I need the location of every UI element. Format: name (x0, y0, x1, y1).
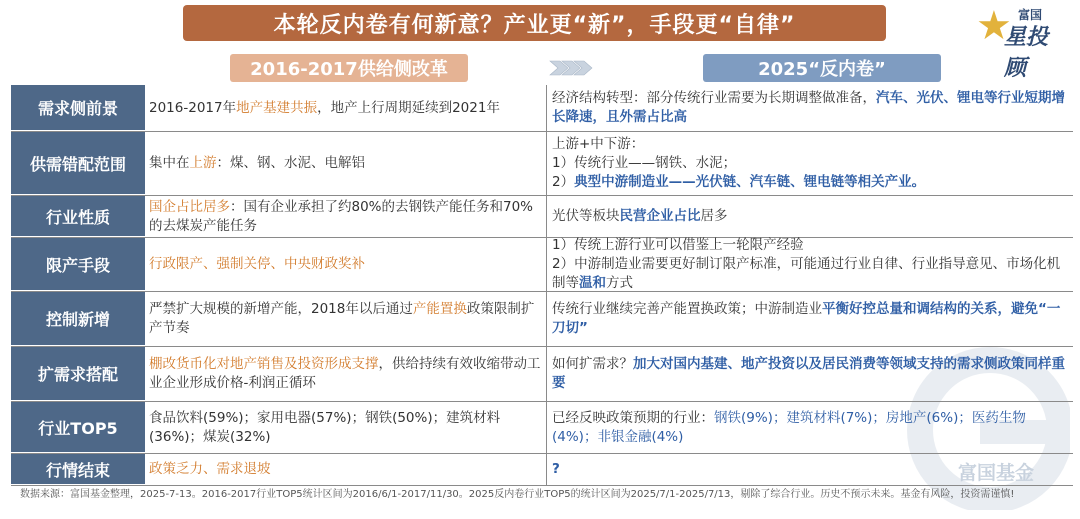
logo-main-text: 星投顾 (1004, 25, 1049, 81)
text-segment: ? (552, 461, 560, 477)
text-segment: 方式 (606, 275, 633, 291)
text-segment: 汽车、光伏、锂电等行业短期增长降速，且外需占比高 (552, 90, 1065, 125)
cell-line (149, 99, 544, 118)
text-segment: 居多 (700, 208, 728, 224)
cell-2016 (147, 238, 547, 291)
cell-2025 (549, 347, 1073, 401)
cell-line (149, 255, 544, 274)
cell-2016 (147, 292, 547, 346)
cell-2025 (549, 238, 1073, 291)
row-label: 需求侧前景 (11, 85, 145, 131)
cell-2025 (549, 454, 1073, 485)
cell-line (149, 460, 544, 479)
cell-line (552, 135, 1070, 154)
text-segment: 如何扩需求？ (552, 356, 633, 372)
cell-2025 (549, 402, 1073, 453)
row-label: 行业性质 (11, 196, 145, 237)
text-segment: 光伏等板块 (552, 208, 620, 224)
text-segment: 地产基建共振 (236, 99, 318, 116)
page-title: 本轮反内卷有何新意？产业更“新”，手段更“自律” (183, 5, 886, 41)
cell-line (149, 198, 544, 236)
cell-2025 (549, 196, 1073, 237)
text-segment: 2）中游制造业需要更好制订限产标准，可能通过行业自律、行业指导意见、市场化机制等 (552, 256, 1061, 291)
watermark-text: 富国基金 (958, 462, 1035, 484)
text-segment: ，供给持续有效收缩带动工业企业形成价格-利润正循环 (149, 356, 541, 391)
cell-2016 (147, 196, 547, 237)
cell-2025 (549, 292, 1073, 346)
text-segment: 经济结构转型：部分传统行业需要为长期调整做准备， (552, 90, 876, 106)
text-segment: 已经反映政策预期的行业： (552, 409, 714, 426)
text-segment: ，地产上行周期延续到2021年 (317, 99, 500, 116)
text-segment: 典型中游制造业——光伏链、汽车链、锂电链等相关产业。 (574, 174, 926, 190)
cell-2016 (147, 347, 547, 401)
text-segment: 平衡好控总量和调结构的关系，避免“一刀切” (552, 301, 1061, 336)
cell-line (552, 355, 1070, 393)
table-row (11, 292, 1073, 347)
table-row (11, 402, 1073, 454)
brand-logo (976, 3, 1068, 81)
column-header-2016: 2016-2017供给侧改革 (230, 54, 468, 82)
text-segment: ：煤、钢、水泥、电解铝 (216, 155, 365, 171)
row-label: 控制新增 (11, 292, 145, 346)
text-segment: 国企占比居多 (149, 198, 230, 215)
cell-line (552, 409, 1070, 447)
table-row (11, 347, 1073, 402)
text-segment: 上游+中下游： (552, 136, 645, 152)
row-label: 限产手段 (11, 238, 145, 291)
text-segment: 2016-2017年 (149, 99, 237, 116)
table-row (11, 132, 1073, 196)
text-segment: 政策限制扩产节奏 (149, 301, 535, 336)
text-segment: 政策乏力、需求退坡 (149, 461, 271, 477)
text-segment: 2） (552, 174, 575, 190)
star-icon: ★ (976, 3, 1012, 49)
table-row (11, 196, 1073, 238)
cell-line (552, 255, 1070, 293)
text-segment: 行政限产、强制关停、中央财政奖补 (149, 256, 365, 272)
cell-2016 (147, 132, 547, 195)
text-segment: 上游 (189, 155, 217, 171)
text-segment: 1）传统行业——钢铁、水泥； (552, 155, 737, 171)
row-label: 扩需求搭配 (11, 347, 145, 401)
cell-2025 (549, 132, 1073, 195)
table-row (11, 238, 1073, 292)
cell-line (149, 154, 544, 173)
table-row (11, 454, 1073, 486)
cell-line (552, 460, 1070, 479)
cell-2016 (147, 402, 547, 453)
logo-top-text: 富国 (1018, 8, 1043, 22)
text-segment: 集中在 (149, 155, 190, 171)
text-segment: 加大对国内基建、地产投资以及居民消费等领域支持的需求侧政策同样重要 (552, 356, 1065, 391)
cell-2016 (147, 85, 547, 131)
cell-line (552, 173, 1070, 192)
cell-line (149, 300, 544, 338)
text-segment: ：国有企业承担了约80%的去钢铁产能任务和70%的去煤炭产能任务 (149, 198, 534, 234)
footnote: 数据来源：富国基金整理，2025-7-13。2016-2017行业TOP5统计区间为2016/6/1-2017/11/30。2025反内卷行业TOP5的统计区间为2025/7/1-2025/7/13，剔除了综合行业。历史不预示未来。基金有风险，投资需谨慎! (20, 489, 1015, 500)
text-segment: 食品饮料(59%)；家用电器(57%)；钢铁(50%)；建筑材料(36%)；煤炭(32%) (149, 409, 501, 445)
cell-line (552, 207, 1070, 226)
table-row (11, 85, 1073, 132)
text-segment: 棚改货币化对地产销售及投资形成支撑 (149, 356, 379, 372)
column-header-2025: 2025“反内卷” (703, 54, 941, 82)
cell-line (552, 89, 1070, 127)
text-segment: 温和 (579, 275, 606, 291)
row-label: 行情结束 (11, 454, 145, 485)
cell-2016 (147, 454, 547, 485)
text-segment: 钢铁(9%)；建筑材料(7%)；房地产(6%)；医药生物(4%)；非银金融(4%) (552, 409, 1026, 445)
text-segment: 产能置换 (412, 301, 467, 317)
row-label: 供需错配范围 (11, 132, 145, 195)
text-segment: 传统行业继续完善产能置换政策；中游制造业 (552, 301, 822, 317)
cell-2025 (549, 85, 1073, 131)
text-segment: 严禁扩大规模的新增产能，2018年以后通过 (149, 301, 413, 317)
double-arrow-icon (548, 58, 600, 78)
cell-line (552, 236, 1070, 255)
row-label: 行业TOP5 (11, 402, 145, 453)
cell-line (149, 355, 544, 393)
text-segment: 1）传统上游行业可以借鉴上一轮限产经验 (552, 237, 804, 253)
cell-line (552, 154, 1070, 173)
cell-line (149, 409, 544, 447)
text-segment: 民营企业占比 (619, 208, 701, 224)
cell-line (552, 300, 1070, 338)
